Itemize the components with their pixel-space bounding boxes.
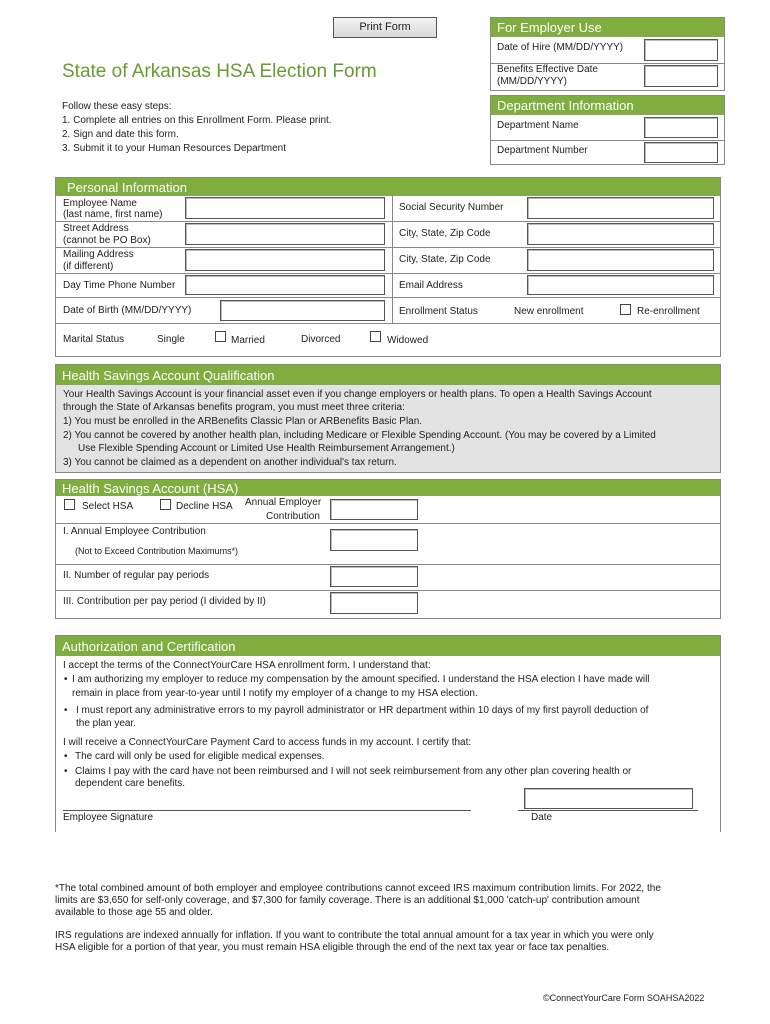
select-hsa-label: Select HSA: [82, 501, 134, 512]
employee-name-field[interactable]: [185, 197, 385, 219]
footnote-2a: IRS regulations are indexed annually for inflation. If you want to contribute the total annual amount for a tax year in which you were only: [55, 930, 654, 941]
footnote-2b: HSA eligible for a portion of that year, you must remain HSA eligible through the end of the next tax year or face tax penalties.: [55, 942, 610, 953]
department-name-label: Department Name: [497, 120, 579, 131]
single-checkbox[interactable]: [215, 331, 226, 342]
step-3: 3. Submit it to your Human Resources Department: [62, 143, 286, 154]
divider: [55, 297, 721, 298]
employer-contribution-field[interactable]: [330, 499, 418, 520]
dob-label: Date of Birth (MM/DD/YYYY): [63, 305, 192, 316]
mailing-city-label: City, State, Zip Code: [399, 254, 491, 265]
phone-label: Day Time Phone Number: [63, 280, 176, 291]
enrollment-status-label: Enrollment Status: [399, 306, 478, 317]
employer-contribution-label-1: Annual Employer: [245, 497, 322, 508]
qualification-line-2: through the State of Arkansas benefits program, you must meet three criteria:: [63, 402, 405, 413]
per-period-field[interactable]: [330, 592, 418, 614]
auth-bullet-2: I must report any administrative errors to my payroll administrator or HR department within 10 days of my first payroll deduction of: [76, 705, 649, 716]
auth-bullet-2-dot: •: [64, 705, 68, 716]
employee-signature-label: Employee Signature: [63, 812, 154, 823]
department-number-field[interactable]: [644, 142, 718, 163]
mailing-city-field[interactable]: [527, 249, 714, 271]
department-number-label: Department Number: [497, 145, 588, 156]
qualification-criterion-1: 1) You must be enrolled in the ARBenefits Classic Plan or ARBenefits Basic Plan.: [63, 416, 423, 427]
re-enrollment-label: Re-enrollment: [637, 306, 700, 317]
new-enrollment-checkbox[interactable]: [620, 304, 631, 315]
annual-employee-contribution-field[interactable]: [330, 529, 418, 551]
employee-name-label: Employee Name: [63, 198, 137, 209]
city-state-zip-label: City, State, Zip Code: [399, 228, 491, 239]
street-address-hint: (cannot be PO Box): [63, 235, 151, 246]
divider: [55, 247, 721, 248]
mailing-address-label: Mailing Address: [63, 249, 134, 260]
new-enrollment-label: New enrollment: [514, 306, 584, 317]
street-address-field[interactable]: [185, 223, 385, 245]
email-field[interactable]: [527, 275, 714, 295]
footnote-1c: available to those age 55 and older.: [55, 907, 213, 918]
personal-info-header: Personal Information: [56, 178, 720, 196]
steps-intro: Follow these easy steps:: [62, 101, 172, 112]
department-header: Department Information: [491, 96, 724, 115]
auth-card-bullet-1: The card will only be used for eligible medical expenses.: [75, 751, 325, 762]
footnote-1a: *The total combined amount of both employer and employee contributions cannot exceed IRS maximum contribution limits. For 2022, the: [55, 883, 661, 894]
divider: [55, 273, 721, 274]
step-1: 1. Complete all entries on this Enrollment Form. Please print.: [62, 115, 332, 126]
dob-field[interactable]: [220, 300, 385, 321]
marital-status-label: Marital Status: [63, 334, 125, 345]
not-exceed-note: (Not to Exceed Contribution Maximums*): [75, 546, 239, 556]
annual-employee-contribution-label: I. Annual Employee Contribution: [63, 526, 206, 537]
pay-periods-label: II. Number of regular pay periods: [63, 570, 210, 581]
auth-bullet-2b: the plan year.: [76, 718, 137, 729]
footnote-1b: limits are $3,650 for self-only coverage, and $7,300 for family coverage. There is an additional $1,000 'catch-up' contribution amount: [55, 895, 640, 906]
hsa-header: Health Savings Account (HSA): [56, 480, 720, 496]
city-state-zip-field[interactable]: [527, 223, 714, 245]
married-label: Married: [231, 335, 265, 346]
qualification-header: Health Savings Account Qualification: [56, 365, 720, 385]
divider: [55, 564, 721, 565]
authorization-header: Authorization and Certification: [56, 636, 720, 656]
benefits-effective-label-1: Benefits Effective Date: [497, 64, 598, 75]
benefits-effective-label-2: (MM/DD/YYYY): [497, 76, 567, 87]
print-form-button[interactable]: Print Form: [333, 17, 437, 38]
qualification-line-1: Your Health Savings Account is your financial asset even if you change employers or health plans. To open a Health Savings Account: [63, 389, 652, 400]
signature-line: [63, 810, 471, 811]
step-2: 2. Sign and date this form.: [62, 129, 179, 140]
pay-periods-field[interactable]: [330, 566, 418, 587]
divider: [55, 221, 721, 222]
per-period-label: III. Contribution per pay period (I divided by II): [63, 596, 266, 607]
auth-card-intro: I will receive a ConnectYourCare Payment Card to access funds in my account. I certify that:: [63, 737, 472, 748]
ssn-field[interactable]: [527, 197, 714, 219]
auth-intro: I accept the terms of the ConnectYourCare HSA enrollment form. I understand that:: [63, 660, 431, 671]
date-line: [518, 810, 698, 811]
qualification-criterion-2b: Use Flexible Spending Account or Limited Use Health Reimbursement Arrangement.): [78, 443, 455, 454]
ssn-label: Social Security Number: [399, 202, 504, 213]
email-label: Email Address: [399, 280, 463, 291]
street-address-label: Street Address: [63, 223, 129, 234]
qualification-criterion-2: 2) You cannot be covered by another health plan, including Medicare or Flexible Spending Account. (You may be covered by a Limited: [63, 430, 656, 441]
date-of-hire-label: Date of Hire (MM/DD/YYYY): [497, 42, 624, 53]
single-label: Single: [157, 334, 185, 345]
department-name-field[interactable]: [644, 117, 718, 138]
divider: [392, 195, 393, 323]
auth-card-bullet-1-dot: •: [64, 751, 68, 762]
date-label: Date: [531, 812, 553, 823]
qualification-criterion-3: 3) You cannot be claimed as a dependent on another individual's tax return.: [63, 457, 397, 468]
select-hsa-checkbox[interactable]: [64, 499, 75, 510]
employer-contribution-label-2: Contribution: [266, 511, 320, 522]
divider: [490, 140, 725, 141]
copyright: ©ConnectYourCare Form SOAHSA2022: [543, 993, 705, 1003]
decline-hsa-checkbox[interactable]: [160, 499, 171, 510]
phone-field[interactable]: [185, 275, 385, 295]
auth-bullet-1: I am authorizing my employer to reduce my compensation by the amount specified. I understand the HSA election I have made will: [72, 674, 650, 685]
auth-bullet-1b: remain in place from year-to-year until I notify my employer of a change to my HSA election.: [72, 688, 478, 699]
mailing-address-hint: (if different): [63, 261, 114, 272]
divorced-label: Divorced: [301, 334, 341, 345]
mailing-address-field[interactable]: [185, 249, 385, 271]
widowed-label: Widowed: [387, 335, 429, 346]
employee-name-hint: (last name, first name): [63, 209, 163, 220]
page-title: State of Arkansas HSA Election Form: [62, 61, 377, 82]
auth-card-bullet-2: Claims I pay with the card have not been reimbursed and I will not seek reimbursement from any other plan covering health or: [75, 766, 632, 777]
divider: [55, 590, 721, 591]
divider: [55, 523, 721, 524]
employer-use-header: For Employer Use: [491, 18, 724, 37]
decline-hsa-label: Decline HSA: [176, 501, 233, 512]
auth-bullet-1-dot: •: [64, 674, 68, 685]
signature-date-field[interactable]: [524, 788, 693, 809]
date-of-hire-field[interactable]: [644, 39, 718, 61]
divorced-checkbox[interactable]: [370, 331, 381, 342]
auth-card-bullet-2-dot: •: [64, 766, 68, 777]
benefits-effective-field[interactable]: [644, 65, 718, 87]
auth-card-bullet-2b: dependent care benefits.: [75, 778, 186, 789]
divider: [55, 323, 721, 324]
